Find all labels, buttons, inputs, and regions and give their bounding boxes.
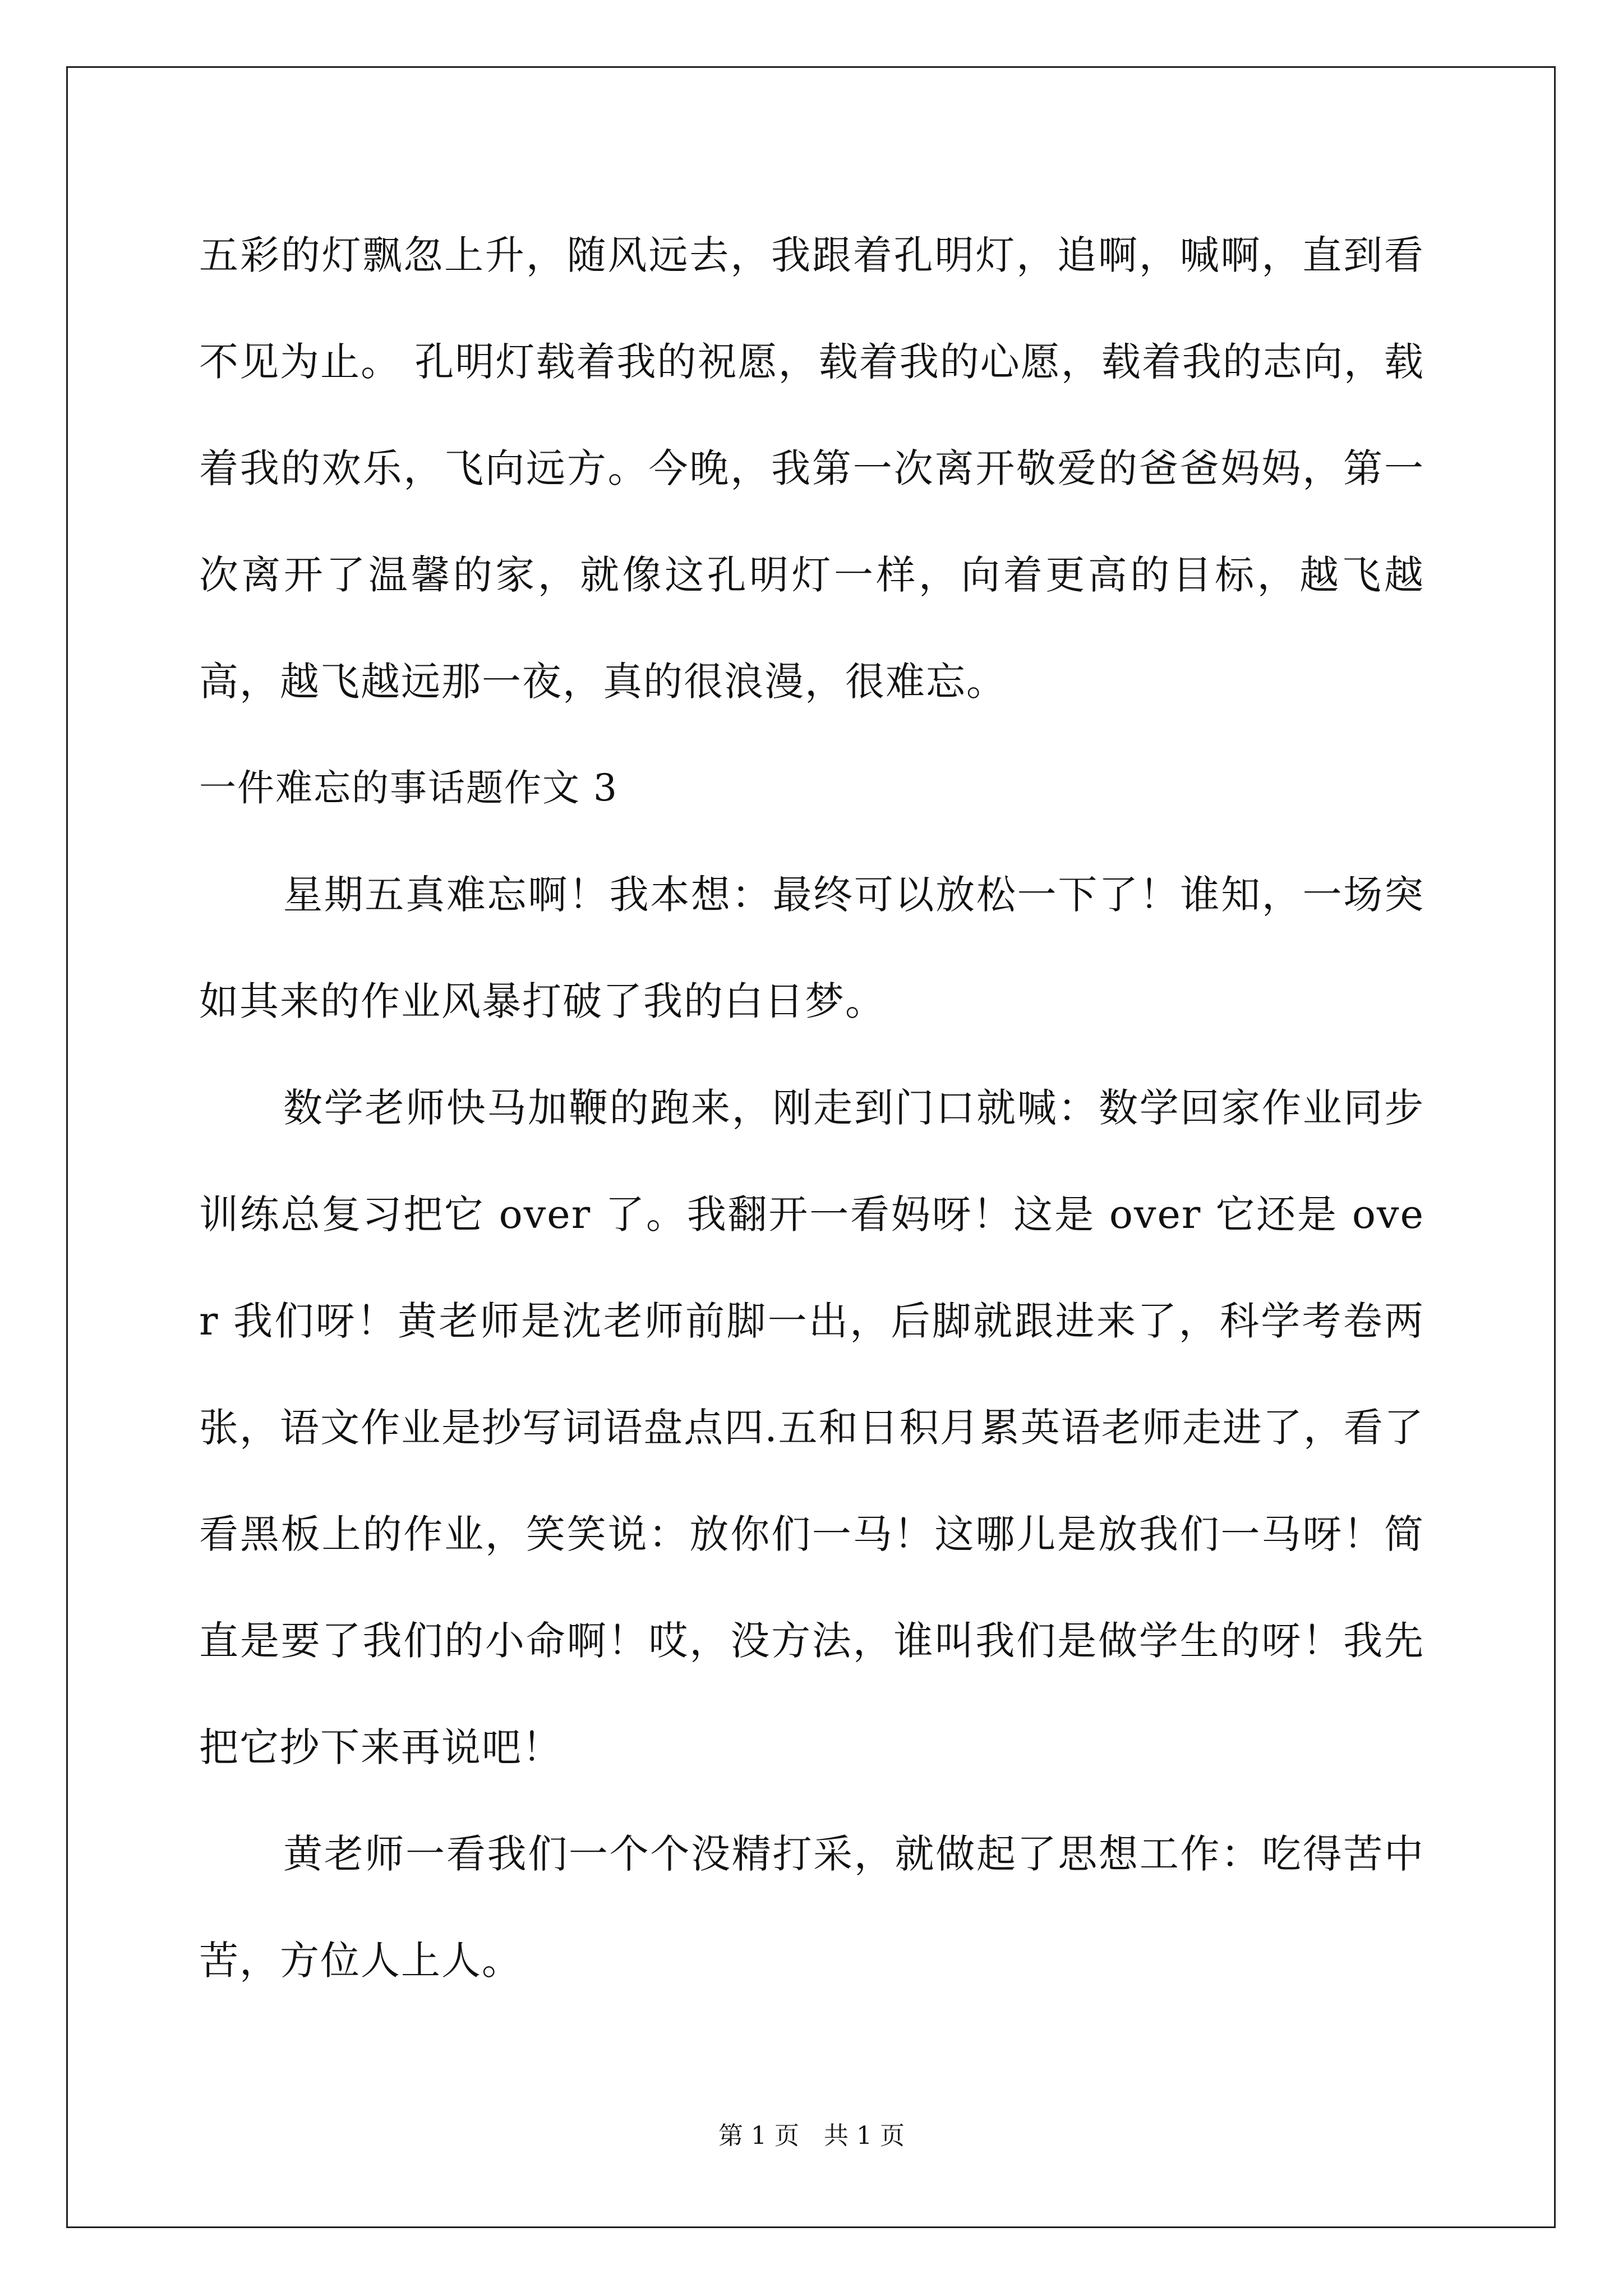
paragraph-lantern: 五彩的灯飘忽上升，随风远去，我跟着孔明灯，追啊，喊啊，直到看不见为止。 孔明灯载着我的祝愿，载着我的心愿，载着我的志向，载着我的欢乐，飞向远方。今晚，我第一次离开敬爱的爸爸妈妈，第一次离开了温馨的家，就像这孔明灯一样，向着更高的目标，越飞越高，越飞越远那一夜，真的很浪漫，很难忘。 — [199, 232, 1424, 705]
paragraph-homework: 数学老师快马加鞭的跑来，刚走到门口就喊：数学回家作业同步训练总复习把它 over 了。我翻开一看妈呀！这是 over 它还是 over 我们呀！黄老师是沈老师前脚一出，后脚就跟进来了，科学考卷两张，语文作业是抄写词语盘点四.五和日积月累英语老师走进了，看了看黑板上的作业，笑笑说：放你们一马！这哪儿是放我们一马呀！简直是要了我们的小命啊！哎，没方法，谁叫我们是做学生的呀！我先把它抄下来再说吧！ — [199, 1085, 1424, 1770]
paragraph-friday: 星期五真难忘啊！我本想：最终可以放松一下了！谁知，一场突如其来的作业风暴打破了我的白日梦。 — [199, 872, 1424, 1024]
document-body — [199, 202, 1424, 2014]
paragraph-teacher: 黄老师一看我们一个个没精打采，就做起了思想工作：吃得苦中苦，方位人上人。 — [199, 1831, 1424, 1984]
page-footer: 第 1 页 共 1 页 — [718, 2122, 905, 2150]
section-heading: 一件难忘的事话题作文 3 — [199, 766, 618, 809]
